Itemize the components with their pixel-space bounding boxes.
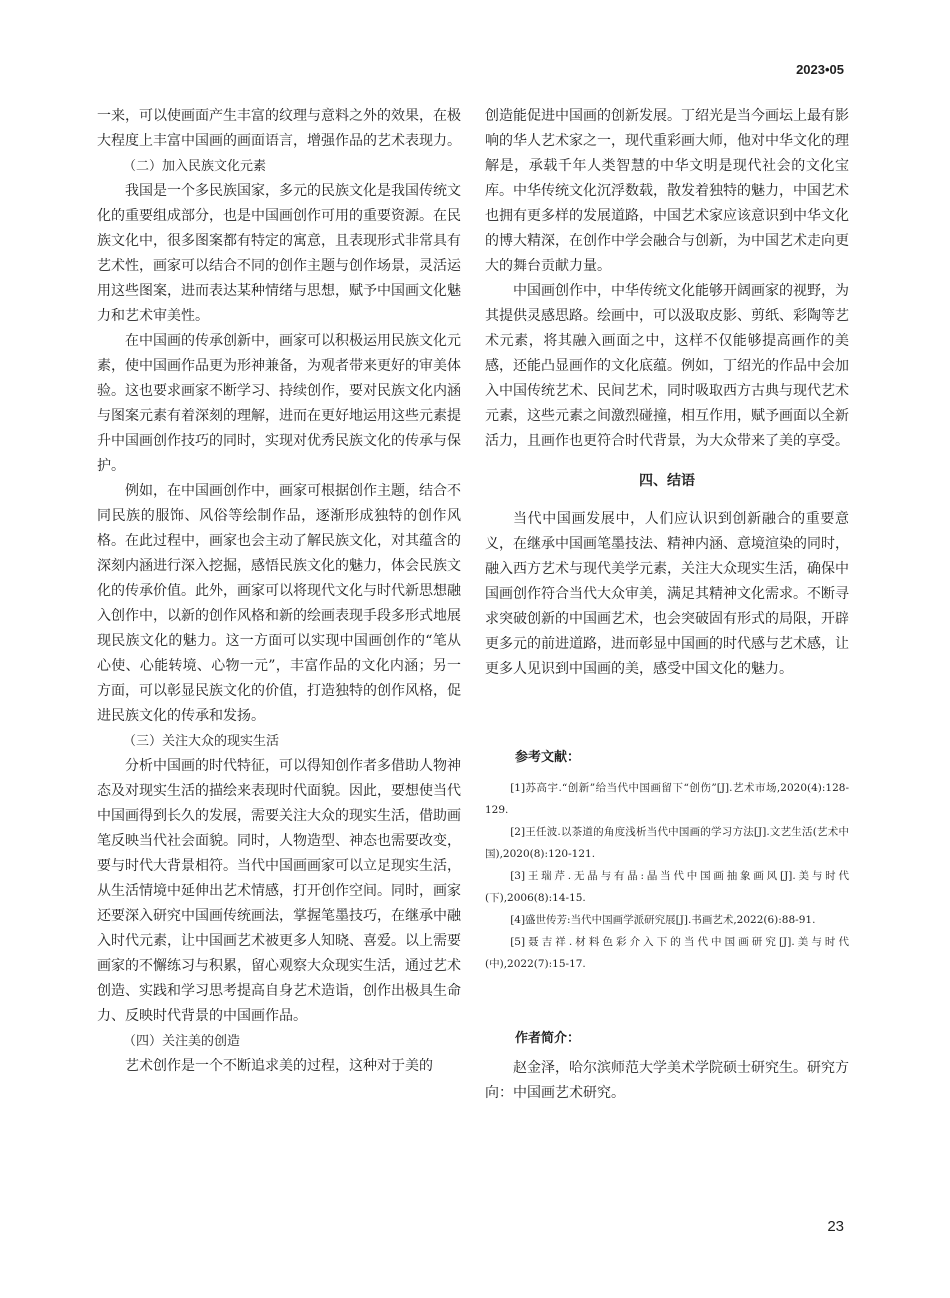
section-title: 四、结语 (639, 472, 695, 488)
paragraph: 分析中国画的时代特征，可以得知创作者多借助人物神态及对现实生活的描绘来表现时代面貌。因此，要想使当代中国画得到长久的发展，需要关注大众的现实生活，借助画笔反映当代社会面貌。同时，人物造型、神态也需要改变，要与时代大背景相符。当代中国画画家可以立足现实生活，从生活情境中延伸出艺术情感，打开创作空间。同时，画家还要深入研究中国画传统画法，掌握笔墨技巧，在继承中融入时代元素，让中国画艺术被更多人知晓、喜爱。以上需要画家的不懈练习与积累，留心观察大众现实生活，通过艺术创造、实践和学习思考提高自身艺术造诣，创作出极具生命力、反映时代背景的中国画作品。 (97, 758, 461, 1024)
references-title: 参考文献： (515, 749, 581, 764)
paragraph: 创造能促进中国画的创新发展。丁绍光是当今画坛上最有影响的华人艺术家之一，现代重彩画大师，他对中华文化的理解是，承载千年人类智慧的中华文明是现代社会的文化宝库。中华传统文化沉浮数载，散发着独特的魅力，中国艺术也拥有更多样的发展道路，中国艺术家应该意识到中华文化的博大精深，在创作中学会融合与创新，为中国艺术走向更大的舞台贡献力量。 (485, 108, 849, 274)
subsection-heading: （四）关注美的创造 (123, 1034, 241, 1049)
paragraph: 例如，在中国画创作中，画家可根据创作主题，结合不同民族的服饰、风俗等绘制作品，逐渐形成独特的创作风格。在此过程中，画家也会主动了解民族文化，对其蕴含的深刻内涵进行深入挖掘，感悟民族文化的魅力，体会民族文化的传承价值。此外，画家可以将现代文化与时代新思想融入创作中，以新的创作风格和新的绘画表现手段多形式地展现民族文化的魅力。这一方面可以实现中国画创作的“笔从心使、心能转境、心物一元”，丰富作品的文化内涵；另一方面，可以彰显民族文化的价值，打造独特的创作风格，促进民族文化的传承和发扬。 (97, 483, 461, 724)
paragraph: 一来，可以使画面产生丰富的纹理与意料之外的效果，在极大程度上丰富中国画的画面语言，增强作品的艺术表现力。 (97, 108, 461, 149)
references (485, 744, 849, 975)
author-bio (485, 1025, 849, 1106)
subsection-heading: （二）加入民族文化元素 (123, 159, 267, 174)
paragraph: 在中国画的传承创新中，画家可以积极运用民族文化元素，使中国画作品更为形神兼备，为观者带来更好的审美体验。这也要求画家不断学习、持续创作，要对民族文化内涵与图案元素有着深刻的理解，进而在更好地运用这些元素提升中国画创作技巧的同时，实现对优秀民族文化的传承与保护。 (97, 333, 461, 474)
reference-item: [4]盛世传芳:当代中国画学派研究展[J].书画艺术,2022(6):88-91. (510, 914, 816, 926)
reference-item: [5]聂吉祥.材料色彩介入下的当代中国画研究[J].美与时代(中),2022(7):15-17. (485, 936, 849, 970)
paragraph: 我国是一个多民族国家，多元的民族文化是我国传统文化的重要组成部分，也是中国画创作可用的重要资源。在民族文化中，很多图案都有特定的寓意，且表现形式非常具有艺术性，画家可以结合不同的创作主题与创作场景，灵活运用这些图案，进而表达某种情绪与思想，赋予中国画文化魅力和艺术审美性。 (97, 183, 461, 324)
page-number: 23 (827, 1218, 844, 1235)
author-title: 作者简介： (515, 1030, 581, 1045)
paragraph: 当代中国画发展中，人们应认识到创新融合的重要意义，在继承中国画笔墨技法、精神内涵、意境渲染的同时，融入西方艺术与现代美学元素，关注大众现实生活，确保中国画创作符合当代大众审美，满足其精神文化需求。不断寻求突破创新的中国画艺术，也会突破固有形式的局限，开辟更多元的前进道路，进而彰显中国画的时代感与艺术感，让更多人见识到中国画的美，感受中国文化的魅力。 (485, 511, 849, 677)
paragraph: 艺术创作是一个不断追求美的过程，这种对于美的 (125, 1058, 433, 1074)
reference-item: [3]王瑞芹.无晶与有晶:晶当代中国画抽象画风[J].美与时代(下),2006(8):14-15. (485, 870, 849, 904)
right-column (485, 104, 849, 1106)
author-text: 赵金泽，哈尔滨师范大学美术学院硕士研究生。研究方向：中国画艺术研究。 (485, 1060, 849, 1101)
reference-item: [2]王任波.以茶道的角度浅析当代中国画的学习方法[J].文艺生活(艺术中国),2020(8):120-121. (485, 826, 849, 860)
subsection-heading: （三）关注大众的现实生活 (123, 734, 280, 749)
reference-item: [1]苏高宇.“创新”给当代中国画留下“创伤”[J].艺术市场,2020(4):128-129. (485, 782, 849, 816)
paragraph: 中国画创作中，中华传统文化能够开阔画家的视野，为其提供灵感思路。绘画中，可以汲取皮影、剪纸、彩陶等艺术元素，将其融入画面之中，这样不仅能够提高画作的美感，还能凸显画作的文化底蕴。例如，丁绍光的作品中会加入中国传统艺术、民间艺术，同时吸取西方古典与现代艺术元素，这些元素之间激烈碰撞，相互作用，赋予画面以全新活力，且画作也更符合时代背景，为大众带来了美的享受。 (485, 283, 849, 449)
issue-number: 2023•05 (796, 62, 844, 77)
left-column (97, 104, 461, 1079)
